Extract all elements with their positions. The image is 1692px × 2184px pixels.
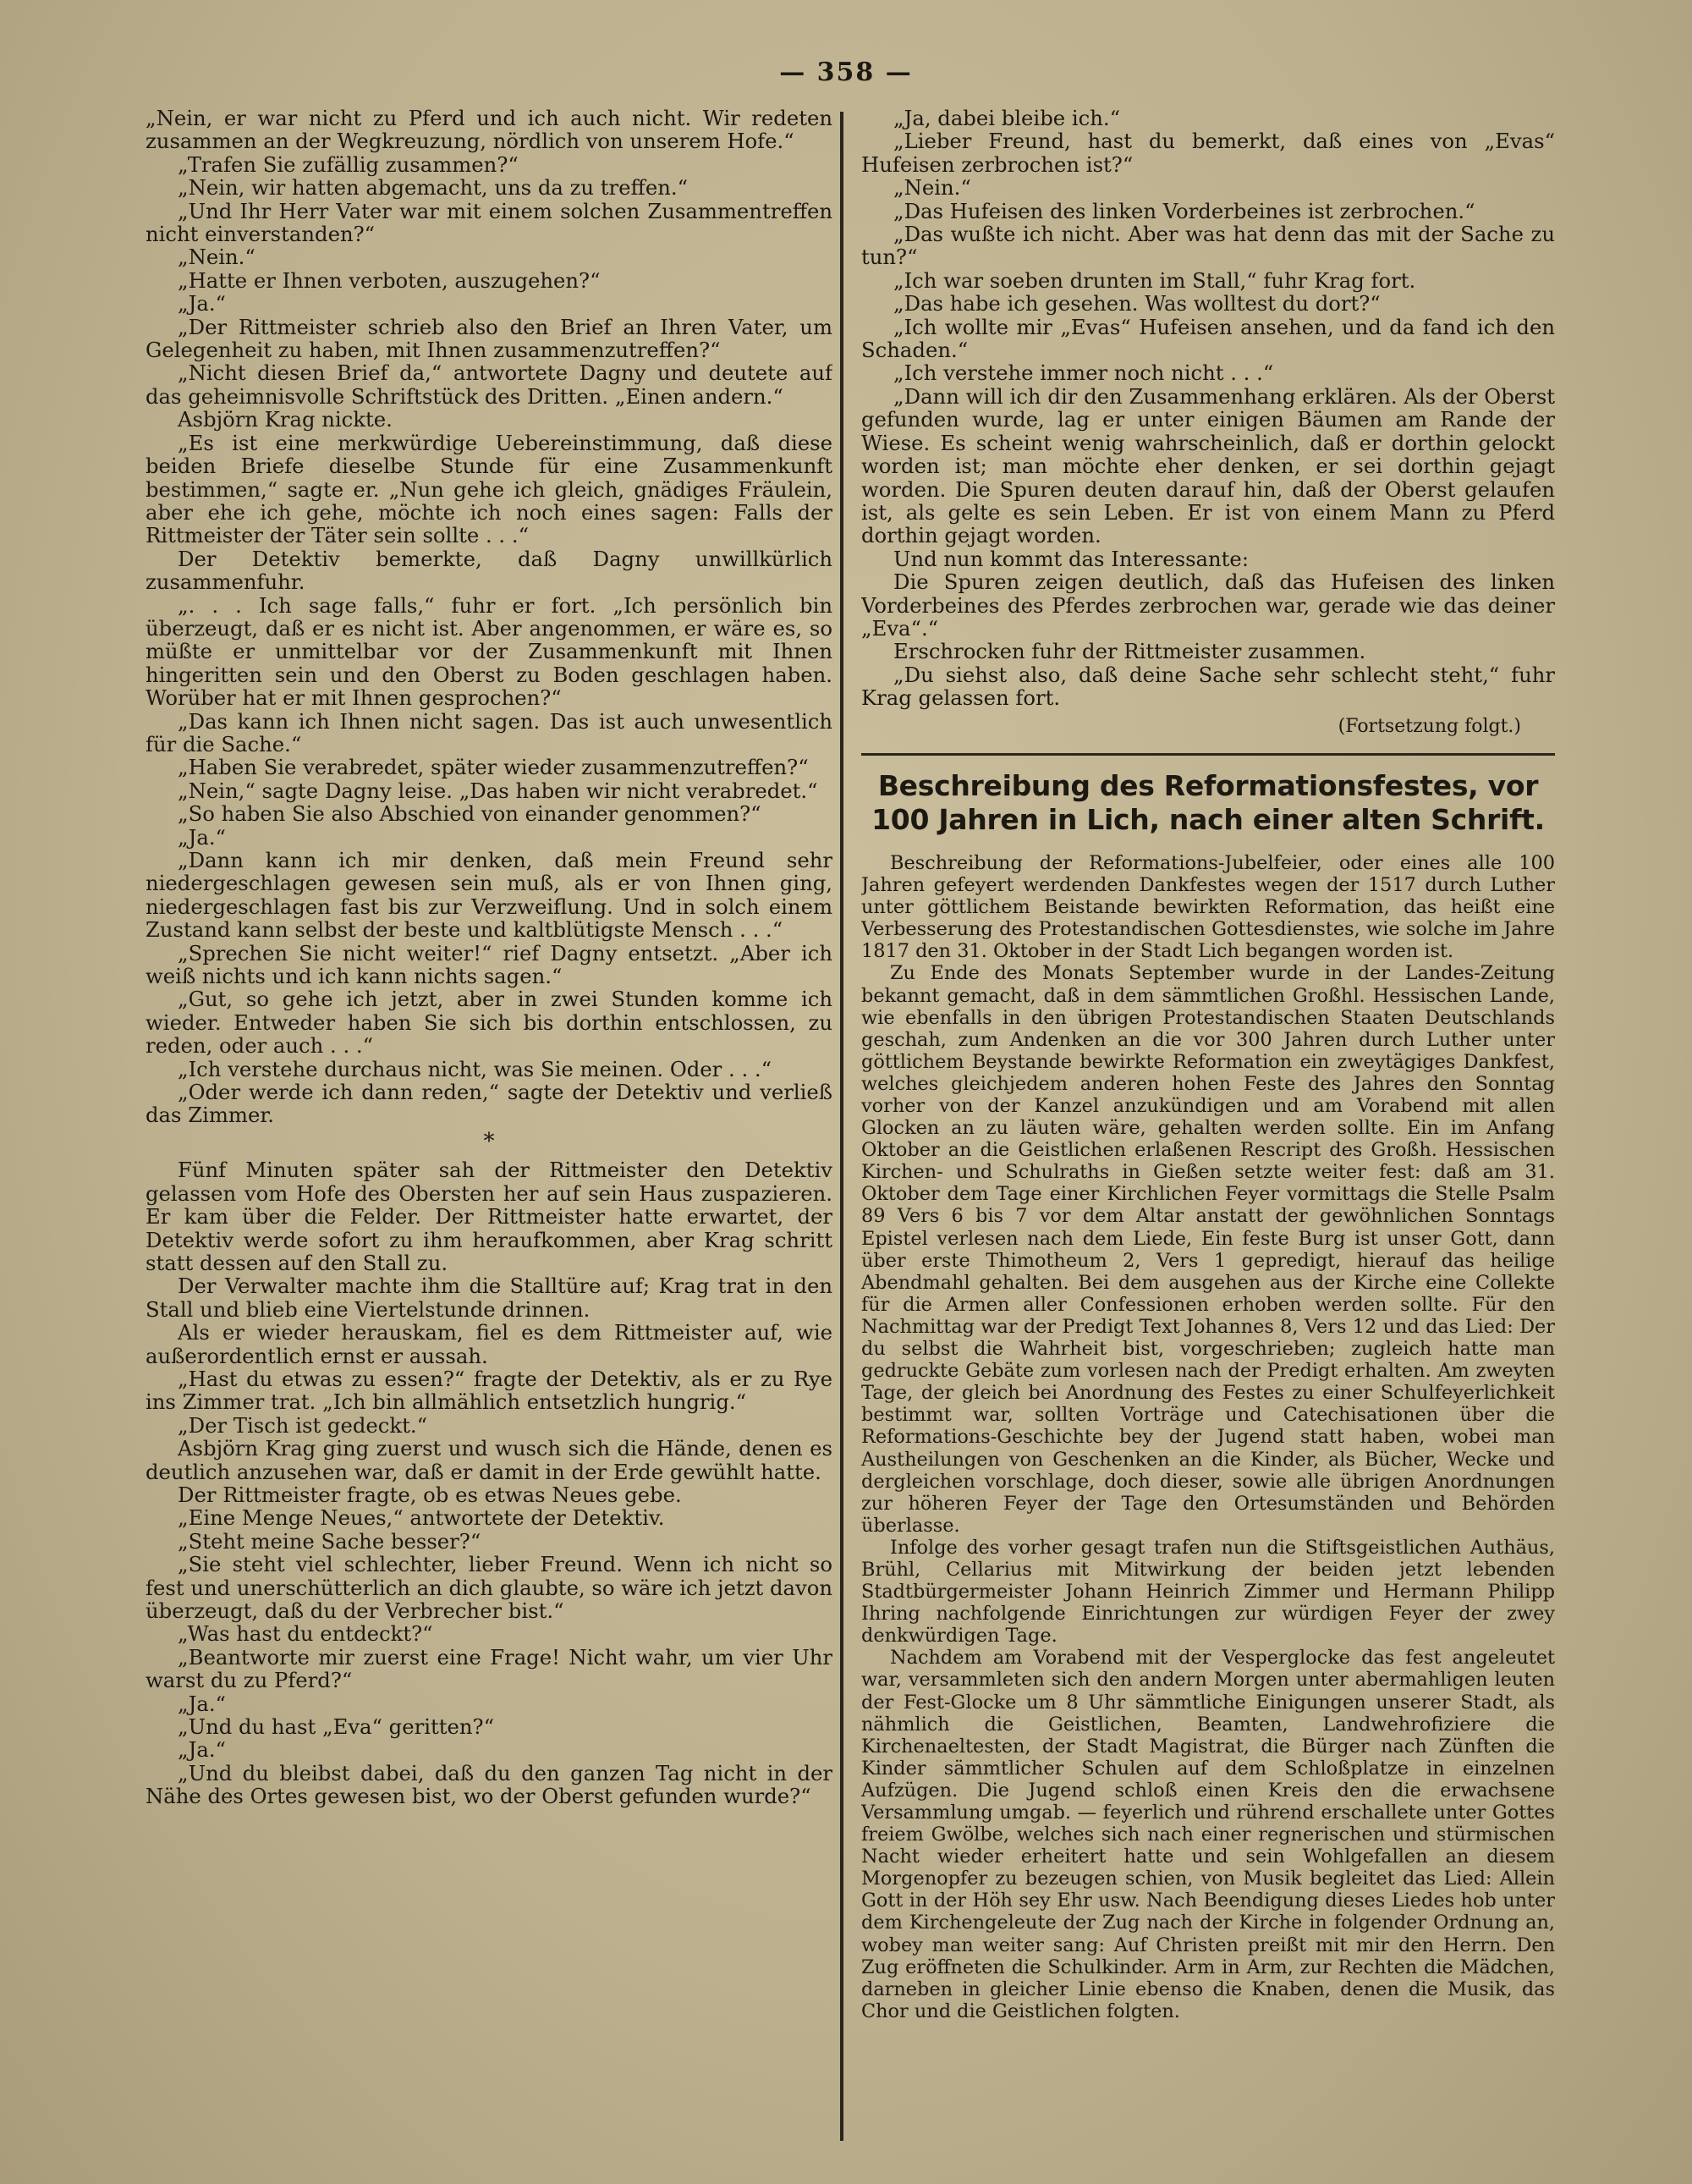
continuation-note: (Fortsetzung folgt.)	[1338, 715, 1521, 737]
paragraph: „Nein.“	[893, 175, 971, 201]
paragraph: „Ja.“	[178, 291, 226, 316]
paragraph: „Ich verstehe immer noch nicht . . .“	[893, 360, 1274, 386]
paragraph: „Und Ihr Herr Vater war mit einem solchen Zusammentreffen nicht einverstanden?“	[146, 198, 832, 247]
paragraph: „Das Hufeisen des linken Vorderbeines ist zerbrochen.“	[893, 198, 1475, 223]
paragraph: Asbjörn Krag ging zuerst und wusch sich die Hände, denen es deutlich anzusehen war, daß er damit in der Erde gewühlt hatte.	[146, 1436, 832, 1484]
paragraph: Fünf Minuten später sah der Rittmeister den Detektiv gelassen vom Hofe des Obersten her auf sein Haus zuspazieren. Er kam über die Felder. Der Rittmeister hatte erwartet, der Detektiv werde sofort zu ihm heraufkommen, aber Krag schritt statt dessen auf den Stall zu.	[146, 1158, 832, 1275]
paragraph: Der Rittmeister fragte, ob es etwas Neues gebe.	[178, 1482, 682, 1507]
page-number: — 358 —	[779, 58, 913, 87]
paragraph: Als er wieder herauskam, fiel es dem Rittmeister auf, wie außerordentlich ernst er aussah.	[146, 1320, 832, 1368]
paragraph: „Dann will ich dir den Zusammenhang erklären. Als der Oberst gefunden wurde, lag er unter einigen Bäumen am Rande der Wiese. Es scheint wenig wahrscheinlich, daß er dorthin gelockt worden ist; man möchte eher denken, er sei dorthin gejagt worden. Die Spuren deuten darauf hin, daß der Oberst gelaufen ist, als gelte es sein Leben. Er ist von einem Mann zu Pferd dorthin gejagt worden.	[861, 383, 1555, 548]
paragraph: „Hast du etwas zu essen?“ fragte der Detektiv, als er zu Rye ins Zimmer trat. „Ich bin allmählich entsetzlich hungrig.“	[146, 1366, 832, 1415]
article-paragraph: Infolge des vorher gesagt trafen nun die Stiftsgeistlichen Authäus, Brühl, Cellarius mit Mitwirkung der beiden jetzt lebenden Stadtbürgermeister Johann Heinrich Zimmer und Hermann Philipp Ihring nachfolgende Einrichtungen zur würdigen Feyer der zwey denkwürdigen Tage.	[861, 1536, 1555, 1648]
article-paragraph: Beschreibung der Reformations-Jubelfeier, oder eines alle 100 Jahren gefeyert werdenden Dankfestes wegen der 1517 durch Luther unter göttlichem Beistande bewirkten Reformation, das heißt eine Verbesserung des Protestandischen Gottesdienstes, wie solche im Jahre 1817 den 31. Oktober in der Stadt Lich begangen worden ist.	[861, 851, 1555, 963]
article-body	[861, 852, 1555, 2022]
paragraph: „Haben Sie verabredet, später wieder zusammenzutreffen?“	[178, 755, 809, 780]
paragraph: „Was hast du entdeckt?“	[178, 1621, 433, 1647]
paragraph: „Es ist eine merkwürdige Uebereinstimmung, daß diese beiden Briefe dieselbe Stunde für eine Zusammenkunft bestimmen,“ sagte er. „Nun gehe ich gleich, gnädiges Fräulein, aber ehe ich gehe, möchte ich noch eines sagen: Falls der Rittmeister der Täter sein sollte . . .“	[146, 430, 832, 548]
left-column	[146, 107, 832, 2146]
section-separator: *	[483, 1128, 495, 1154]
paragraph: „Das kann ich Ihnen nicht sagen. Das ist auch unwesentlich für die Sache.“	[146, 708, 832, 756]
paragraph: „Nein, wir hatten abgemacht, uns da zu treffen.“	[178, 175, 688, 201]
paragraph: „Steht meine Sache besser?“	[178, 1528, 481, 1554]
paragraph: „Ich war soeben drunten im Stall,“ fuhr Krag fort.	[893, 267, 1416, 293]
paragraph: „Nein.“	[178, 245, 255, 270]
paragraph: „Das wußte ich nicht. Aber was hat denn das mit der Sache zu tun?“	[861, 222, 1555, 270]
article-divider	[861, 753, 1555, 756]
paragraph: „Sprechen Sie nicht weiter!“ rief Dagny entsetzt. „Aber ich weiß nichts und ich kann nichts sagen.“	[146, 940, 832, 989]
paragraph: „Nein, er war nicht zu Pferd und ich auch nicht. Wir redeten zusammen an der Wegkreuzung, nördlich von unserem Hofe.“	[146, 107, 832, 154]
paragraph: „Ich verstehe durchaus nicht, was Sie meinen. Oder . . .“	[178, 1056, 772, 1081]
paragraph: „Und du bleibst dabei, daß du den ganzen Tag nicht in der Nähe des Ortes gewesen bist, wo der Oberst gefunden wurde?“	[146, 1760, 832, 1809]
paragraph: „Ja.“	[178, 824, 226, 850]
paragraph: Die Spuren zeigen deutlich, daß das Hufeisen des linken Vorderbeines des Pferdes zerbrochen war, gerade wie das deiner „Eva“.“	[861, 569, 1555, 641]
paragraph: „Der Rittmeister schrieb also den Brief an Ihren Vater, um Gelegenheit zu haben, mit Ihnen zusammenzutreffen?“	[146, 314, 832, 363]
paragraph: „Eine Menge Neues,“ antwortete der Detektiv.	[178, 1505, 665, 1531]
paragraph: „Sie steht viel schlechter, lieber Freund. Wenn ich nicht so fest und unerschütterlich an dich glaubte, so wäre ich jetzt davon überzeugt, daß du der Verbrecher bist.“	[146, 1552, 832, 1623]
paragraph: „So haben Sie also Abschied von einander genommen?“	[178, 801, 761, 827]
article-paragraph: Zu Ende des Monats September wurde in der Landes-Zeitung bekannt gemacht, daß in dem sämmtlichen Großhl. Hessischen Lande, wie ebenfalls in den übrigen Protestandischen Staaten Deutschlands geschah, zum Andenken an die vor 300 Jahren durch Luther unter göttlichem Beystande bewirkte Reformation ein zweytägiges Dankfest, welches gleichjedem anderen hohen Feste des Jahres den Sonntag vorher von der Kanzel anzukündigen und am Vorabend mit allen Glocken an zu läuten wäre, gehalten werden sollte. Ein im Anfang Oktober an die Geistlichen erlaßenen Rescript des Großh. Hessischen Kirchen- und Schulraths in Gießen setzte weiter fest: daß am 31. Oktober dem Tage einer Kirchlichen Feyer vormittags die Stelle Psalm 89 Vers 6 bis 7 vor dem Altar anstatt der gewöhnlichen Sonntags Epistel verlesen nach dem Liede, Ein feste Burg ist unser Gott, dann über erste Thimotheum 2, Vers 1 gepredigt, hierauf das heilige Abendmahl gehalten. Bei dem ausgehen aus der Kirche eine Collekte für die Armen aller Confessionen erhoben werden sollte. Für den Nachmittag war der Predigt Text Johannes 8, Vers 12 und das Lied: Der du selbst die Wahrheit bist, vorgeschrieben; zugleich hatte man gedruckte Gebäte zum vorlesen nach der Predigt erhalten. Am zweyten Tage, der gleich bei Anordnung des Festes zu einer Schulfeyerlichkeit bestimmt war, sollten Vorträge und Catechisationen über die Reformations-Geschichte bey der Jugend statt haben, wobei man Austheilungen von Geschenken an die Kinder, als Bücher, Wecke und dergleichen vorschlage, doch dieser, sowie alle übrigen Anordnungen zur höheren Feyer der Tage den Ortesumständen und Behörden überlasse.	[861, 962, 1555, 1537]
paragraph: Der Verwalter machte ihm die Stalltüre auf; Krag trat in den Stall und blieb eine Viertelstunde drinnen.	[146, 1274, 832, 1322]
paragraph: „Du siehst also, daß deine Sache sehr schlecht steht,“ fuhr Krag gelassen fort.	[861, 662, 1555, 711]
paragraph: Erschrocken fuhr der Rittmeister zusammen.	[893, 639, 1366, 664]
paragraph: Asbjörn Krag nickte.	[178, 407, 393, 432]
paragraph: „Gut, so gehe ich jetzt, aber in zwei Stunden komme ich wieder. Entweder haben Sie sich bis dorthin entschlossen, zu reden, oder auch . . .“	[146, 987, 832, 1059]
column-divider	[840, 112, 843, 2141]
paragraph: „Das habe ich gesehen. Was wolltest du dort?“	[893, 291, 1381, 316]
paragraph: „Ja, dabei bleibe ich.“	[893, 107, 1121, 130]
paragraph: „. . . Ich sage falls,“ fuhr er fort. „Ich persönlich bin überzeugt, daß er es nicht ist. Aber angenommen, er wäre es, so müßte er unmittelbar vor der Zusammenkunft mit Ihnen hingeritten sein und den Oberst zu Boden geschlagen haben. Worüber hat er mit Ihnen gesprochen?“	[146, 592, 832, 711]
paragraph: „Beantworte mir zuerst eine Frage! Nicht wahr, um vier Uhr warst du zu Pferd?“	[146, 1644, 832, 1693]
paragraph: „Und du hast „Eva“ geritten?“	[178, 1714, 495, 1740]
paragraph: „Dann kann ich mir denken, daß mein Freund sehr niedergeschlagen gewesen sein muß, als er von Ihnen ging, niedergeschlagen fast bis zur Verzweiflung. Und in solch einem Zustand kann selbst der beste und kaltblütigste Mensch . . .“	[146, 848, 832, 943]
paragraph: „Der Tisch ist gedeckt.“	[178, 1412, 428, 1438]
paragraph: Der Detektiv bemerkte, daß Dagny unwillkürlich zusammenfuhr.	[146, 546, 832, 595]
paragraph: „Lieber Freund, hast du bemerkt, daß eines von „Evas“ Hufeisen zerbrochen ist?“	[861, 129, 1555, 177]
paragraph: „Ja.“	[178, 1737, 226, 1763]
paragraph: „Ich wollte mir „Evas“ Hufeisen ansehen, und da fand ich den Schaden.“	[861, 314, 1555, 363]
paragraph: „Ja.“	[178, 1691, 226, 1716]
paragraph: „Hatte er Ihnen verboten, auszugehen?“	[178, 267, 601, 293]
article-title: Beschreibung des Reformationsfestes, vor 100 Jahren in Lich, nach einer alten Schrift.	[871, 768, 1545, 836]
paragraph: „Nein,“ sagte Dagny leise. „Das haben wir nicht verabredet.“	[178, 778, 818, 803]
right-column	[861, 107, 1555, 2146]
article-paragraph: Nachdem am Vorabend mit der Vesperglocke das fest angeleutet war, versammleten sich den andern Morgen unter abermahligen leuten der Fest-Glocke um 8 Uhr sämmtliche Einigungen unserer Stadt, als nähmlich die Geistlichen, Beamten, Landwehrofiziere die Kirchenaeltesten, der Stadt Magistrat, die Bürger nach Zünften die Kinder sämmtlicher Schulen auf dem Schloßplatze in einzelnen Aufzügen. Die Jugend schloß einen Kreis den die erwachsene Versammlung umgab. — feyerlich und rührend erschallete unter Gottes freiem Gwölbe, welches sich nach einer regnerischen und stürmischen Nacht wieder erheitert hatte und sein Wohlgefallen an diesem Morgenopfer zu bezeugen schien, von Musik begleitet das Lied: Allein Gott in der Höh sey Ehr usw. Nach Beendigung dieses Liedes hob unter dem Kirchengeleute der Zug nach der Kirche in folgender Ordnung an, wobey man weiter sang: Auf Christen preißt mit mir den Herrn. Den Zug eröffneten die Schulkinder. Arm in Arm, zur Rechten die Mädchen, darneben in gleicher Linie ebenso die Knaben, denen die Musik, das Chor und die Geistlichen folgten.	[861, 1647, 1555, 2022]
paragraph: „Nicht diesen Brief da,“ antwortete Dagny und deutete auf das geheimnisvolle Schriftstück des Dritten. „Einen andern.“	[146, 360, 832, 409]
paragraph: „Trafen Sie zufällig zusammen?“	[178, 151, 519, 177]
paragraph: Und nun kommt das Interessante:	[893, 546, 1249, 571]
paragraph: „Oder werde ich dann reden,“ sagte der Detektiv und verließ das Zimmer.	[146, 1080, 832, 1128]
